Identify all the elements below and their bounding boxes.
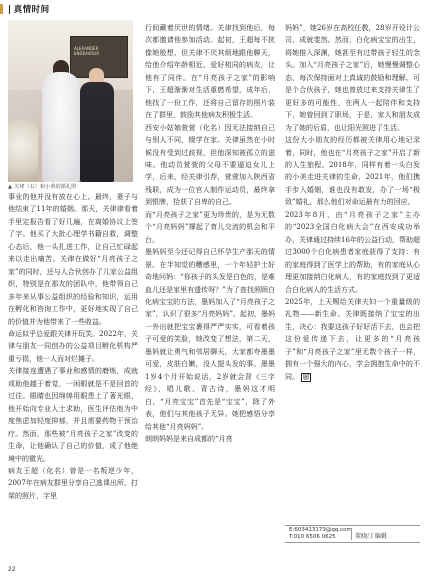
paragraph: 西安小姑娘萱萱（化名）因无法接纳自己与别人不同，辍学在家。关律虽然在小时候没有受到过歧视，但他深知被孤立的滋味。他动员萱萱的父母不要逼迫女儿上学，后来，经关律引荐，萱萱加入陕西省残联，成为一位官人制作运动员，最终拿到银牌，拾获了自卑的自己。 xyxy=(145,123,275,207)
photo-screen-text: ALEXANDER ENDEAVOUR xyxy=(74,46,100,56)
editor-contact-box xyxy=(285,525,420,543)
article-column-3 xyxy=(285,22,420,383)
contact-phone: T:010 6506 0625 xyxy=(289,534,336,540)
paragraph-final-text: 2025年，上天赐给关律夫妇一个重量级的礼物——新生命。关律既接纳了宝宝的出生，决心：我要这孩子好好活下去，也会把这份爱传递下去，让更多的“月亮孩子”和“月亮孩子之家”里无数个孩子一样，拥有一个强大的内心，学会拥抱生命中的不同。 xyxy=(285,297,420,381)
header-bar xyxy=(0,0,427,16)
caption-text: 关律（右）和小黄的婚礼照 xyxy=(14,184,77,190)
paragraph: 妈妈”，她26岁在高校任教，28岁开设计公司，成就斐然。然而，白化病宝宝的出生，将她推入深渊，她甚至有过带孩子轻生的念头。加入“月亮孩子之家”后，她慢慢调整心态，每次保持面对上真诚的鼓励和理解。可是个合伙孩子，她也曾放过来支持关律生了更好多的可能性，在两人一起陪伴和支持下，她曾回到了职场，于是，家人和朋友成为了她的后盾，也让阳光照进了生活。 xyxy=(285,24,420,132)
photo-bride xyxy=(42,72,80,182)
photo-groom xyxy=(80,82,114,182)
page-number: 22 xyxy=(8,566,16,573)
paragraph: 墨妈妈至今还记得自己怀孕生产那天的情景。在半知觉的糟感里，一个年轻护士好奇地问妈：“你孩子的头发是白色的，是难血儿还是家里有遗传呀？”为了查找照顾白化病宝宝的方法，墨妈加入了“月亮孩子之家”，认识了很多“月亮妈妈”。起初，墨妈一外出就把宝宝裹得严严实实，可看着孩子可爱的笑脸，她改变了想法，第二天，墨妈就让勇气和邻居聊天，大家都夸墨墨可爱，皮肤白嫩，没人提头发的事。墨墨1岁4个月开始说话，2岁就会背《三字经》，唱儿歌、背古诗，墨妈这才明白，“月亮宝宝”首先是“宝宝”，除了外表，他们与其他孩子无异。她把感悟分享给其他“月亮妈妈”。 xyxy=(145,248,275,431)
caption-triangle-icon: ▲ xyxy=(8,184,12,190)
paragraph: 2023年8月，由“月亮孩子之家”主办的“2023全国白化病大会”在西安成功举办，关律通过持续16年的公益行动，帮助超过3000个白化病患者家庭获得了支持：有的家庭得到了医学上的帮助，有的家庭从心理更加接纳白化病人，有的家庭找到了更适合白化病人的生活方式。 xyxy=(285,210,420,294)
photo-flowers xyxy=(8,120,38,182)
paragraph: 命运似乎总爱跟关律开玩笑。2022年，关律与朋友一同创办的公益项目孵化机构严重亏损，他一人而对烂摊子。 xyxy=(8,329,138,363)
paragraph-final xyxy=(285,296,420,383)
wedding-photo xyxy=(8,20,133,182)
section-title: | 真情时间 xyxy=(8,3,50,15)
end-of-article-icon: ㊣ xyxy=(303,373,310,381)
contact-email: E:603413173@qq.com xyxy=(289,527,352,533)
paragraph: 行间藏着厌世的情绪。关律找到他后，每次都邀请他参加活动。起初，王超每不扰像她般想，但关律不厌其烦地跟他聊天，给他介绍年龄相近、爱好相同的病友，让他有了同伴。在“月亮孩子之家”的影响下，王超渐渐对生活重燃希望，成年后，他找了一份工作，还将自己留存的照片装在了群里，鼓励其他病友积极生活。 xyxy=(145,24,275,120)
paragraph: 病友王超（化名）曾是一名叛逆少年，2007年在病友群里分享自己逃课出所、打架的照片，字里 xyxy=(8,466,138,500)
paragraph: 而“月亮孩子之家”更为珍贵的，是为无数个“月亮妈妈”撑起了育儿交流的机会和平台。 xyxy=(145,210,275,244)
paragraph: 这份大小朋友的经历都被关律用心地记录着，同时，他也在“月亮孩子之家”开启了新的人生旅程。2018年，同样有着一头白发的小美走进关律的生命，2021年，他们携手步入婚姻，谁也没有敢发，办了一场“极致”婚礼，那么他们对命运最有力的回应。 xyxy=(285,136,420,207)
editor-name: 董晓汀 编辑 xyxy=(355,532,387,540)
contact-divider xyxy=(351,528,352,540)
photo-caption xyxy=(8,183,136,190)
paragraph: 事业的他并没有放在心上。最终，妻子与他结束了11年的婚姻。那天，关律律看着手里定报告看了好几遍，在离婚协议上签了字。他买了大批心理学书籍自救，调整心态后，他一头扎进工作，让自己忙碌起来以走出痛苦。关律在做好“月亮孩子之家”的同时，还与人合伙创办了儿家公益组织，特别是在那友的团队中，他带领自己多年来从事公益组织的经验和知识，运用在孵化和咨询工作中，更好地实现了自己的价值并为他带来了一些收益。 xyxy=(8,193,138,326)
article-column-2 xyxy=(145,22,275,445)
paragraph: 朗朗妈妈是来自成都的“月亮 xyxy=(145,434,233,443)
paragraph: 关律接连遭遇了事业和感情的磨炼，成就或助他越于着觉，一闲眼就是不是回首的过往。眼睛也因绵绵用眼患上了著光眼，他开始向专业人士求助，医生评估他为中度焦虑加轻度抑郁，并且需要药物干预治疗。然而，那些被“月亮孩子之家”改变的生命，让他确认了自己的价值，成了他绝境中的微光。 xyxy=(8,367,138,463)
header-accent-strip xyxy=(0,4,3,14)
article-column-1 xyxy=(8,191,138,502)
